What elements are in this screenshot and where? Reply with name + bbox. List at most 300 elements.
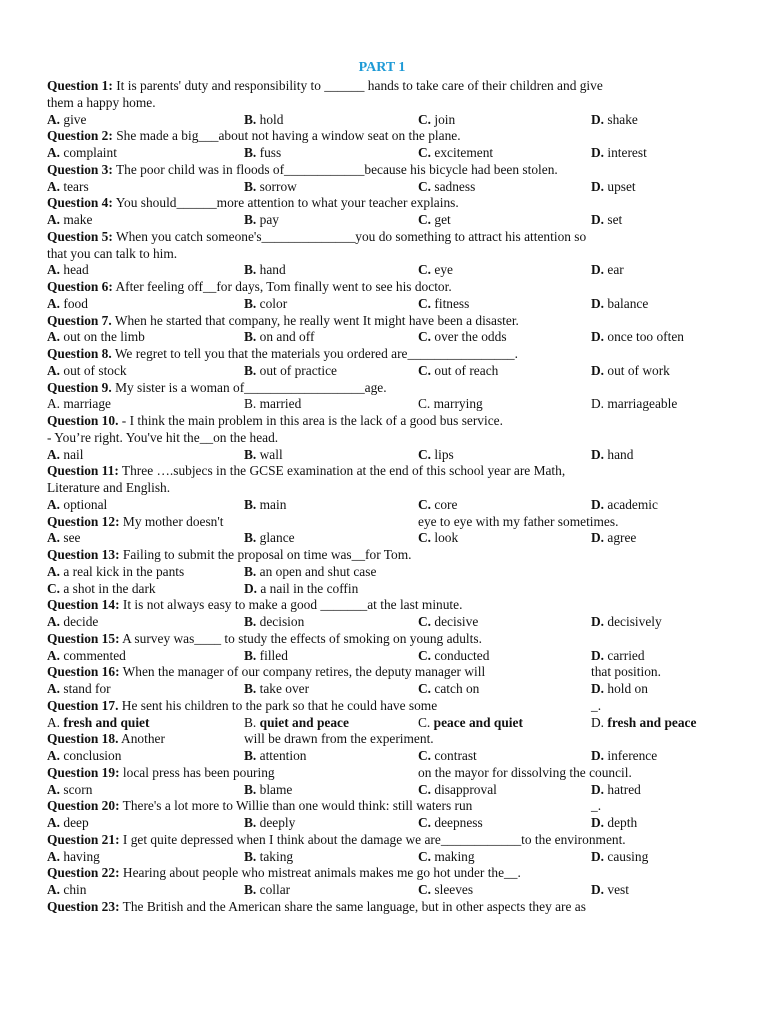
option-text: filled bbox=[259, 647, 288, 663]
option-letter: C. bbox=[418, 111, 432, 127]
question-block bbox=[47, 664, 717, 698]
answer-option bbox=[244, 447, 283, 464]
option-text: hand bbox=[259, 262, 286, 278]
option-letter: B. bbox=[244, 530, 257, 546]
question-number: Question 23: bbox=[47, 898, 120, 914]
option-letter: B. bbox=[244, 563, 257, 579]
question-stem bbox=[47, 664, 485, 681]
question-text: The British and the American share the same language, but in other aspects they are as bbox=[122, 898, 586, 914]
answer-option bbox=[418, 212, 451, 229]
option-letter: D. bbox=[591, 815, 605, 830]
option-letter: A. bbox=[47, 614, 61, 629]
option-text: deep bbox=[63, 815, 89, 830]
option-text: deepness bbox=[434, 815, 483, 830]
option-letter: A. bbox=[47, 781, 61, 797]
answer-option bbox=[244, 363, 337, 380]
answer-option bbox=[418, 648, 489, 665]
option-letter: C. bbox=[47, 580, 61, 596]
question-line bbox=[47, 480, 717, 497]
question-block bbox=[47, 229, 717, 279]
question-number: Question 9. bbox=[47, 379, 112, 395]
options-row bbox=[47, 581, 717, 598]
answer-option bbox=[418, 715, 523, 732]
question-number: Question 7. bbox=[47, 312, 112, 328]
option-text: depth bbox=[607, 815, 638, 830]
answer-option bbox=[418, 363, 498, 380]
question-list bbox=[47, 78, 717, 916]
option-letter: B. bbox=[244, 295, 257, 311]
option-letter: D. bbox=[591, 396, 605, 412]
worksheet bbox=[47, 60, 717, 916]
question-text-continued: on the mayor for dissolving the council. bbox=[418, 764, 632, 780]
question-line bbox=[47, 597, 717, 614]
question-text: When the manager of our company retires, the deputy manager will bbox=[122, 664, 486, 680]
question-text: He sent his children to the park so that he could have some bbox=[121, 697, 438, 713]
question-number: Question 19: bbox=[47, 764, 120, 780]
option-letter: D. bbox=[591, 295, 605, 311]
option-letter: C. bbox=[418, 647, 432, 663]
option-letter: C. bbox=[418, 262, 432, 278]
question-block bbox=[47, 765, 717, 799]
option-text: inference bbox=[607, 748, 658, 763]
answer-option bbox=[244, 112, 283, 129]
question-block bbox=[47, 195, 717, 229]
answer-option bbox=[244, 179, 297, 196]
answer-option bbox=[47, 179, 89, 196]
question-text: You should______more attention to what your teacher explains. bbox=[115, 195, 459, 211]
option-letter: D. bbox=[591, 781, 605, 797]
question-block bbox=[47, 313, 717, 347]
options-row bbox=[47, 145, 717, 162]
option-text: taking bbox=[259, 848, 294, 864]
question-line bbox=[47, 346, 717, 363]
question-number: Question 15: bbox=[47, 630, 120, 646]
option-text: core bbox=[434, 496, 458, 512]
question-number: Question 13: bbox=[47, 547, 120, 562]
option-letter: A. bbox=[47, 530, 61, 546]
option-text: color bbox=[259, 295, 288, 311]
question-block bbox=[47, 865, 717, 899]
question-text-continued: _. bbox=[591, 798, 602, 814]
answer-option bbox=[244, 145, 281, 162]
question-block bbox=[47, 597, 717, 631]
answer-option bbox=[244, 614, 304, 631]
option-letter: A. bbox=[47, 262, 61, 278]
option-text: interest bbox=[607, 145, 647, 160]
option-letter: A. bbox=[47, 882, 61, 897]
answer-option bbox=[47, 212, 92, 229]
question-number: Question 1: bbox=[47, 78, 113, 93]
option-text: wall bbox=[259, 446, 283, 462]
answer-option bbox=[244, 329, 314, 346]
answer-option bbox=[591, 145, 647, 162]
answer-option bbox=[47, 112, 86, 129]
answer-option bbox=[418, 145, 493, 162]
question-text: them a happy home. bbox=[47, 94, 156, 110]
option-text: glance bbox=[259, 530, 295, 546]
options-row bbox=[47, 262, 717, 279]
option-letter: D. bbox=[591, 329, 605, 345]
option-text: decision bbox=[259, 614, 305, 629]
question-line bbox=[47, 463, 717, 480]
answer-option bbox=[591, 648, 645, 665]
answer-option bbox=[418, 614, 478, 631]
options-row bbox=[47, 815, 717, 832]
answer-option bbox=[47, 564, 184, 581]
answer-option bbox=[418, 497, 457, 514]
option-text: out on the limb bbox=[63, 329, 145, 345]
option-text: lips bbox=[434, 446, 454, 462]
answer-option bbox=[47, 530, 81, 547]
question-line bbox=[47, 95, 717, 112]
option-text: excitement bbox=[434, 145, 494, 160]
question-block bbox=[47, 899, 717, 916]
option-letter: C. bbox=[418, 681, 432, 696]
question-number: Question 14: bbox=[47, 597, 120, 613]
question-block bbox=[47, 128, 717, 162]
options-row bbox=[47, 447, 717, 464]
option-text: academic bbox=[607, 496, 658, 512]
answer-option bbox=[244, 396, 301, 413]
answer-option bbox=[47, 849, 100, 866]
question-text: - I think the main problem in this area is the lack of a good bus service. bbox=[121, 413, 503, 428]
option-letter: B. bbox=[244, 781, 257, 797]
option-text: collar bbox=[259, 882, 291, 897]
question-text: It is parents' duty and responsibility to ______ hands to take care of their children and give bbox=[116, 78, 603, 93]
option-text: complaint bbox=[63, 145, 117, 160]
question-number: Question 8. bbox=[47, 346, 112, 361]
option-text: blame bbox=[259, 781, 293, 797]
option-letter: C. bbox=[418, 178, 432, 194]
question-number: Question 4: bbox=[47, 195, 113, 211]
answer-option bbox=[591, 262, 624, 279]
question-stem bbox=[47, 698, 437, 715]
option-letter: D. bbox=[591, 362, 605, 378]
answer-option bbox=[47, 329, 145, 346]
option-letter: B. bbox=[244, 329, 257, 345]
answer-option bbox=[47, 648, 126, 665]
answer-option bbox=[47, 145, 117, 162]
answer-option bbox=[244, 564, 376, 581]
answer-option bbox=[244, 262, 286, 279]
option-letter: B. bbox=[244, 647, 257, 663]
option-letter: B. bbox=[244, 262, 257, 278]
option-text: sorrow bbox=[259, 178, 297, 194]
option-text: tears bbox=[63, 178, 89, 194]
option-text: set bbox=[607, 212, 623, 227]
question-text: When you catch someone's______________you do something to attract his attention so bbox=[115, 228, 587, 244]
question-line bbox=[47, 514, 717, 531]
option-text: agree bbox=[607, 530, 637, 546]
options-row bbox=[47, 112, 717, 129]
option-letter: D. bbox=[591, 530, 605, 546]
answer-option bbox=[418, 447, 454, 464]
question-text: It is not always easy to make a good _______at the last minute. bbox=[122, 597, 463, 613]
option-letter: D. bbox=[591, 262, 605, 278]
option-text: main bbox=[259, 496, 287, 512]
option-text: give bbox=[63, 111, 87, 127]
question-block bbox=[47, 631, 717, 665]
option-letter: C. bbox=[418, 145, 432, 160]
option-letter: C. bbox=[418, 362, 432, 378]
option-text: hatred bbox=[607, 781, 641, 797]
option-text: nail bbox=[63, 446, 84, 462]
option-letter: A. bbox=[47, 362, 61, 378]
option-letter: A. bbox=[47, 848, 61, 864]
option-letter: D. bbox=[591, 145, 605, 160]
answer-option bbox=[591, 849, 648, 866]
option-letter: A. bbox=[47, 714, 61, 730]
question-line bbox=[47, 279, 717, 296]
answer-option bbox=[418, 296, 469, 313]
answer-option bbox=[591, 329, 684, 346]
options-row bbox=[47, 748, 717, 765]
option-text: scorn bbox=[63, 781, 93, 797]
question-block bbox=[47, 279, 717, 313]
option-text: out of practice bbox=[259, 362, 337, 378]
answer-option bbox=[47, 447, 83, 464]
option-text: deeply bbox=[259, 815, 296, 830]
answer-option bbox=[591, 497, 658, 514]
question-number: Question 12: bbox=[47, 513, 120, 529]
option-letter: C. bbox=[418, 748, 432, 763]
option-text: fuss bbox=[259, 145, 282, 160]
question-line bbox=[47, 731, 717, 748]
question-block bbox=[47, 78, 717, 128]
answer-option bbox=[244, 748, 307, 765]
option-text: catch on bbox=[434, 681, 480, 696]
question-line bbox=[47, 631, 717, 648]
option-text: making bbox=[434, 848, 475, 864]
option-letter: D. bbox=[591, 111, 605, 127]
answer-option bbox=[418, 815, 483, 832]
options-row bbox=[47, 530, 717, 547]
answer-option bbox=[244, 530, 295, 547]
question-stem bbox=[47, 731, 165, 748]
question-stem bbox=[47, 765, 275, 782]
option-letter: B. bbox=[244, 815, 257, 830]
question-text: She made a big___about not having a window seat on the plane. bbox=[116, 128, 461, 144]
question-number: Question 11: bbox=[47, 463, 119, 479]
option-text: fitness bbox=[434, 295, 470, 311]
option-text: an open and shut case bbox=[259, 563, 377, 579]
option-text: commented bbox=[63, 647, 126, 663]
option-letter: A. bbox=[47, 446, 61, 462]
option-letter: D. bbox=[591, 714, 605, 730]
question-block bbox=[47, 413, 717, 463]
options-row bbox=[47, 782, 717, 799]
question-line bbox=[47, 547, 717, 564]
question-text: We regret to tell you that the materials you ordered are________________. bbox=[114, 346, 518, 361]
option-text: peace and quiet bbox=[433, 714, 523, 730]
answer-option bbox=[244, 581, 358, 598]
option-letter: B. bbox=[244, 178, 257, 194]
question-text-continued: will be drawn from the experiment. bbox=[244, 731, 434, 747]
option-letter: B. bbox=[244, 496, 257, 512]
option-letter: A. bbox=[47, 329, 61, 345]
options-row bbox=[47, 648, 717, 665]
question-block bbox=[47, 463, 717, 513]
question-number: Question 2: bbox=[47, 128, 113, 144]
option-letter: C. bbox=[418, 614, 432, 629]
answer-option bbox=[47, 882, 86, 899]
option-letter: C. bbox=[418, 295, 432, 311]
question-text: There's a lot more to Willie than one would think: still waters run bbox=[122, 798, 473, 814]
option-text: join bbox=[434, 111, 456, 127]
question-number: Question 6: bbox=[47, 279, 113, 294]
option-text: decide bbox=[63, 614, 99, 629]
options-row bbox=[47, 497, 717, 514]
option-text: having bbox=[63, 848, 100, 864]
option-text: chin bbox=[63, 882, 87, 897]
answer-option bbox=[47, 715, 149, 732]
part-title: PART 1 bbox=[358, 60, 406, 75]
option-text: hand bbox=[607, 446, 634, 462]
options-row bbox=[47, 614, 717, 631]
option-text: a shot in the dark bbox=[63, 580, 156, 596]
question-block bbox=[47, 798, 717, 832]
answer-option bbox=[418, 748, 477, 765]
question-line bbox=[47, 798, 717, 815]
question-line bbox=[47, 664, 717, 681]
option-text: marriage bbox=[63, 396, 111, 412]
options-row bbox=[47, 564, 717, 581]
answer-option bbox=[244, 681, 309, 698]
question-stem bbox=[47, 798, 472, 815]
option-text: fresh and peace bbox=[607, 714, 697, 730]
option-text: optional bbox=[63, 496, 108, 512]
question-number: Question 17. bbox=[47, 697, 119, 713]
option-text: balance bbox=[607, 295, 649, 311]
option-letter: C. bbox=[418, 815, 432, 830]
option-letter: D. bbox=[591, 882, 605, 897]
question-number: Question 18. bbox=[47, 731, 119, 747]
answer-option bbox=[591, 212, 622, 229]
answer-option bbox=[47, 396, 111, 413]
answer-option bbox=[418, 782, 497, 799]
answer-option bbox=[591, 681, 648, 698]
option-text: marriageable bbox=[607, 396, 678, 412]
option-letter: B. bbox=[244, 446, 257, 462]
option-text: vest bbox=[607, 882, 629, 897]
question-block bbox=[47, 162, 717, 196]
question-line bbox=[47, 246, 717, 263]
question-text: Failing to submit the proposal on time was__for Tom. bbox=[122, 547, 412, 562]
answer-option bbox=[418, 882, 473, 899]
option-text: shake bbox=[607, 111, 638, 127]
answer-option bbox=[244, 497, 286, 514]
option-letter: A. bbox=[47, 496, 61, 512]
question-text: When he started that company, he really went It might have been a disaster. bbox=[114, 312, 519, 328]
option-text: food bbox=[63, 295, 88, 311]
answer-option bbox=[47, 581, 156, 598]
option-text: head bbox=[63, 262, 89, 278]
option-letter: A. bbox=[47, 815, 61, 830]
answer-option bbox=[47, 497, 107, 514]
question-line bbox=[47, 698, 717, 715]
answer-option bbox=[591, 363, 670, 380]
question-number: Question 20: bbox=[47, 798, 120, 814]
question-text-continued: that position. bbox=[591, 664, 661, 680]
option-letter: D. bbox=[591, 614, 605, 629]
question-line bbox=[47, 865, 717, 882]
option-letter: C. bbox=[418, 396, 431, 412]
options-row bbox=[47, 715, 717, 732]
options-row bbox=[47, 681, 717, 698]
option-text: decisively bbox=[607, 614, 662, 629]
question-text: that you can talk to him. bbox=[47, 245, 178, 261]
option-text: look bbox=[434, 530, 459, 546]
question-text-continued: _. bbox=[591, 697, 602, 713]
question-line bbox=[47, 128, 717, 145]
option-text: upset bbox=[607, 178, 636, 194]
option-letter: A. bbox=[47, 647, 61, 663]
answer-option bbox=[244, 782, 292, 799]
question-block bbox=[47, 380, 717, 414]
option-text: sadness bbox=[434, 178, 476, 194]
option-text: sleeves bbox=[434, 882, 474, 897]
answer-option bbox=[418, 112, 455, 129]
option-letter: C. bbox=[418, 446, 432, 462]
question-line bbox=[47, 380, 717, 397]
question-block bbox=[47, 698, 717, 732]
option-text: a nail in the coffin bbox=[260, 580, 359, 596]
options-row bbox=[47, 363, 717, 380]
question-text: Three ….subjecs in the GCSE examination at the end of this school year are Math, bbox=[121, 463, 566, 479]
question-text: My sister is a woman of__________________age. bbox=[115, 379, 387, 395]
answer-option bbox=[47, 782, 92, 799]
option-letter: A. bbox=[47, 748, 61, 763]
option-letter: B. bbox=[244, 111, 257, 127]
question-number: Question 5: bbox=[47, 228, 113, 244]
option-letter: B. bbox=[244, 145, 257, 160]
question-block bbox=[47, 514, 717, 548]
option-letter: C. bbox=[418, 848, 432, 864]
question-number: Question 16: bbox=[47, 664, 120, 680]
question-text: After feeling off__for days, Tom finally went to see his doctor. bbox=[115, 279, 452, 294]
option-letter: D. bbox=[591, 681, 605, 696]
option-text: attention bbox=[259, 748, 307, 763]
option-text: pay bbox=[259, 212, 279, 227]
question-number: Question 3: bbox=[47, 161, 113, 177]
options-row bbox=[47, 882, 717, 899]
question-block bbox=[47, 346, 717, 380]
option-letter: B. bbox=[244, 748, 257, 763]
option-text: disapproval bbox=[434, 781, 497, 797]
question-text: Literature and English. bbox=[47, 480, 171, 495]
answer-option bbox=[418, 396, 483, 413]
option-letter: A. bbox=[47, 111, 61, 127]
answer-option bbox=[591, 179, 636, 196]
question-line bbox=[47, 313, 717, 330]
option-letter: B. bbox=[244, 396, 257, 412]
option-letter: D. bbox=[591, 212, 605, 227]
option-letter: D. bbox=[591, 748, 605, 763]
answer-option bbox=[418, 530, 458, 547]
option-letter: A. bbox=[47, 178, 61, 194]
question-text: Another bbox=[121, 731, 165, 747]
option-text: hold on bbox=[607, 681, 648, 696]
question-line bbox=[47, 229, 717, 246]
option-text: once too often bbox=[607, 329, 684, 345]
option-letter: A. bbox=[47, 396, 61, 412]
answer-option bbox=[418, 329, 507, 346]
option-letter: A. bbox=[47, 563, 61, 579]
options-row bbox=[47, 849, 717, 866]
option-text: out of work bbox=[607, 362, 670, 378]
answer-option bbox=[591, 296, 648, 313]
option-text: married bbox=[259, 396, 302, 412]
